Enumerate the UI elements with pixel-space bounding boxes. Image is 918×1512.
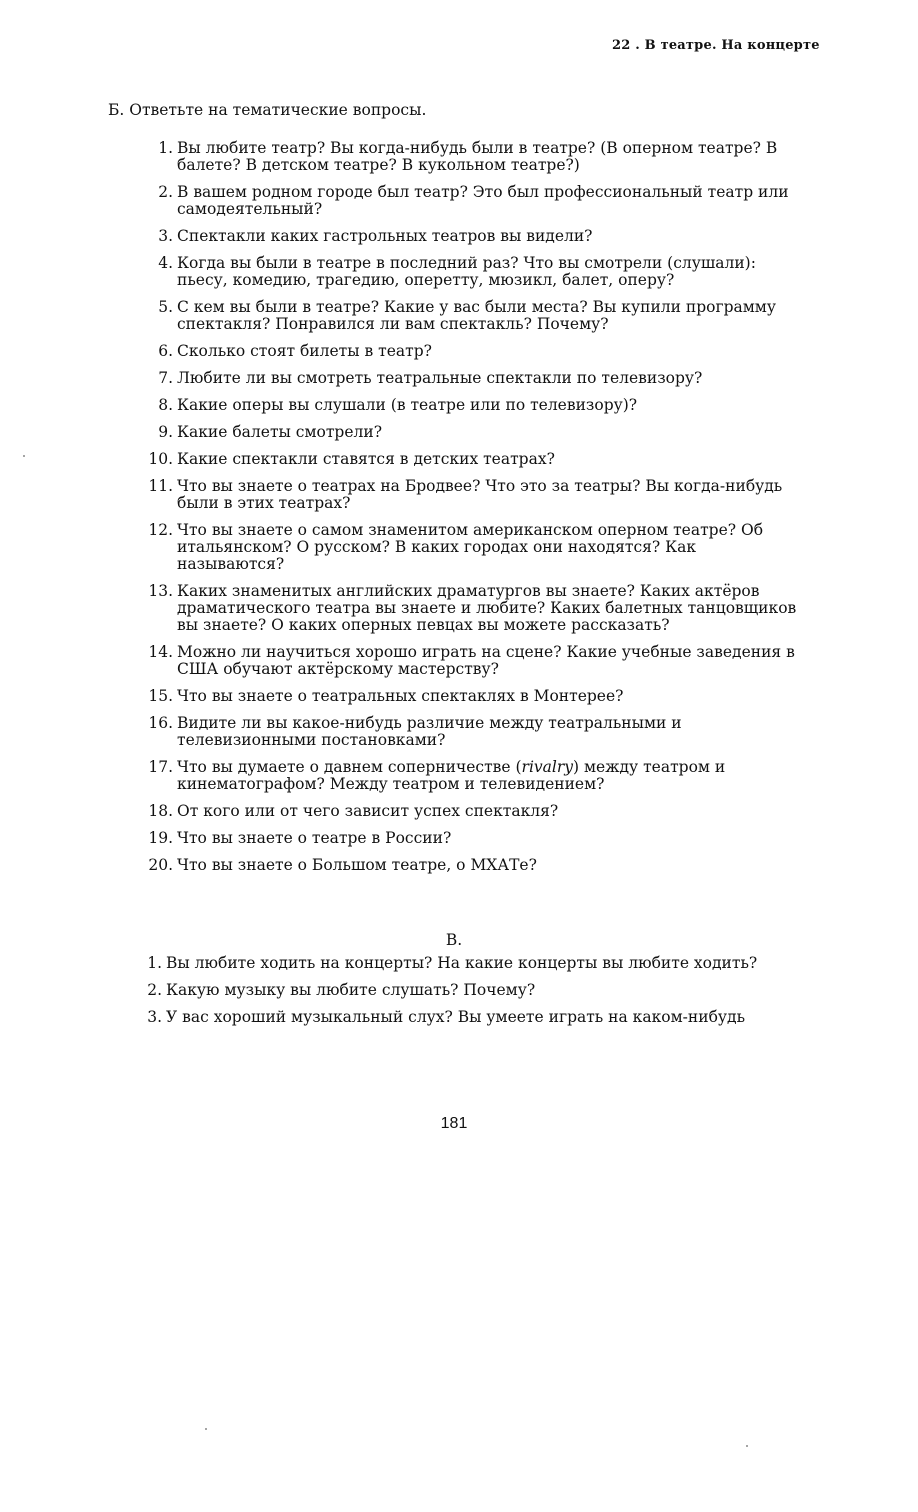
question-number: 17. [148, 758, 173, 776]
question-item [143, 715, 808, 749]
question-number: 9. [158, 423, 173, 441]
question-text: Сколько стоят билеты в театр? [177, 342, 432, 360]
question-text [177, 759, 808, 793]
question-number: 7. [158, 369, 173, 387]
question-text: Какие оперы вы слушали (в театре или по телевизору)? [177, 396, 638, 414]
section-b-heading: Б. Ответьте на тематические вопросы. [108, 101, 427, 119]
question-item [143, 644, 808, 678]
question-number: 16. [148, 714, 173, 732]
question-text: Спектакли каких гастрольных театров вы видели? [177, 227, 593, 245]
question-number: 1. [147, 954, 162, 972]
question-number: 3. [147, 1008, 162, 1026]
question-number: 12. [148, 521, 173, 539]
question-item [143, 857, 808, 874]
question-item [143, 478, 808, 512]
question-number: 2. [158, 183, 173, 201]
question-text: Когда вы были в театре в последний раз? Что вы смотрели (слушали): пьесу, комедию, трагедию, оперетту, мюзикл, балет, оперу? [177, 254, 756, 289]
question-text: Видите ли вы какое-нибудь различие между театральными и телевизионными постановками? [177, 714, 682, 749]
question-text: Можно ли научиться хорошо играть на сцене? Какие учебные заведения в США обучают актёрскому мастерству? [177, 643, 795, 678]
question-item [143, 424, 808, 441]
question-text: Что вы знаете о театре в России? [177, 829, 452, 847]
question-number: 20. [148, 856, 173, 874]
italic-term: rivalry [521, 758, 574, 776]
question-text: Какие балеты смотрели? [177, 423, 383, 441]
section-b-question-list [143, 140, 808, 884]
question-item [143, 343, 808, 360]
question-text: От кого или от чего зависит успех спектакля? [177, 802, 559, 820]
question-item [143, 688, 808, 705]
question-item [143, 255, 808, 289]
question-item [143, 299, 808, 333]
question-number: 14. [148, 643, 173, 661]
question-number: 6. [158, 342, 173, 360]
question-text: Какие спектакли ставятся в детских театрах? [177, 450, 555, 468]
question-item [143, 803, 808, 820]
question-text: Каких знаменитых английских драматургов вы знаете? Каких актёров драматического театра вы знаете и любите? Каких балетных танцовщиков вы знаете? О каких оперных певцах вы можете рассказать? [177, 582, 797, 634]
question-text: У вас хороший музыкальный слух? Вы умеете играть на каком-нибудь [166, 1008, 746, 1026]
question-item [143, 759, 808, 793]
question-text-part: ) между театром и кинематографом? Между театром и телевидением? [177, 758, 726, 793]
scan-speck [23, 455, 25, 457]
question-number: 11. [148, 477, 173, 495]
question-item [143, 982, 808, 999]
question-text: Любите ли вы смотреть театральные спектакли по телевизору? [177, 369, 703, 387]
question-number: 3. [158, 227, 173, 245]
question-number: 10. [148, 450, 173, 468]
question-text: Что вы знаете о театрах на Бродвее? Что это за театры? Вы когда-нибудь были в этих театрах? [177, 477, 783, 512]
question-item [143, 955, 808, 972]
question-item [143, 140, 808, 174]
question-text-part: Что вы думаете о давнем соперничестве ( [177, 758, 522, 776]
question-number: 2. [147, 981, 162, 999]
question-item [143, 184, 808, 218]
question-text: Вы любите ходить на концерты? На какие концерты вы любите ходить? [166, 954, 758, 972]
section-v-heading: В. [445, 931, 463, 949]
question-number: 1. [158, 139, 173, 157]
question-text: Вы любите театр? Вы когда-нибудь были в театре? (В оперном театре? В балете? В детском театре? В кукольном театре?) [177, 139, 778, 174]
question-item [143, 583, 808, 634]
page-number: 181 [440, 1115, 468, 1132]
question-item [143, 1009, 808, 1026]
scan-speck [746, 1445, 748, 1447]
question-item [143, 228, 808, 245]
section-v-question-list [143, 955, 808, 1036]
question-text: Какую музыку вы любите слушать? Почему? [166, 981, 536, 999]
question-number: 19. [148, 829, 173, 847]
question-text: Что вы знаете о Большом театре, о МХАТе? [177, 856, 537, 874]
question-text: В вашем родном городе был театр? Это был профессиональный театр или самодеятельный? [177, 183, 789, 218]
question-text: С кем вы были в театре? Какие у вас были места? Вы купили программу спектакля? Понравился ли вам спектакль? Почему? [177, 298, 776, 333]
question-item [143, 397, 808, 414]
question-number: 8. [158, 396, 173, 414]
question-item [143, 830, 808, 847]
question-text: Что вы знаете о театральных спектаклях в Монтерее? [177, 687, 624, 705]
question-text: Что вы знаете о самом знаменитом американском оперном театре? Об итальянском? О русском? В каких городах они находятся? Как называются? [177, 521, 764, 573]
question-number: 15. [148, 687, 173, 705]
question-number: 13. [148, 582, 173, 600]
question-number: 5. [158, 298, 173, 316]
scan-speck [205, 1428, 207, 1430]
question-number: 4. [158, 254, 173, 272]
question-number: 18. [148, 802, 173, 820]
question-item [143, 370, 808, 387]
running-header: 22 . В театре. На концерте [612, 38, 820, 53]
question-item [143, 522, 808, 573]
question-item [143, 451, 808, 468]
